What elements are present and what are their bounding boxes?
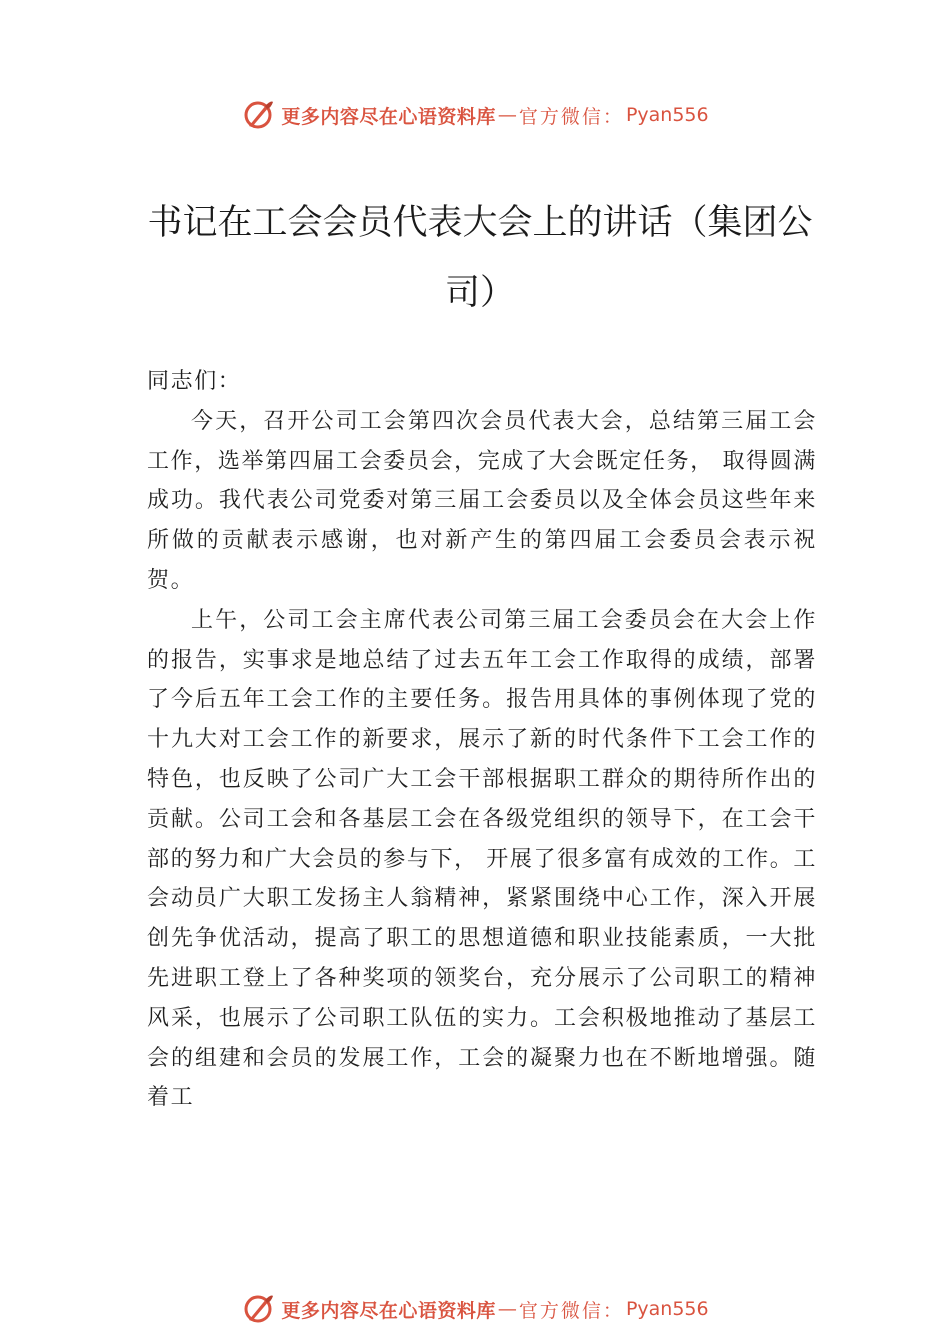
watermark-footer bbox=[0, 1289, 950, 1329]
quill-pen-icon bbox=[241, 98, 275, 132]
watermark-weixin-id: Pyan556 bbox=[625, 1298, 709, 1320]
document-title: 书记在工会会员代表大会上的讲话（集团公司） bbox=[147, 203, 813, 313]
watermark-dash: — bbox=[497, 1298, 517, 1320]
watermark-dash: — bbox=[497, 104, 517, 126]
watermark-weixin-id: Pyan556 bbox=[625, 104, 709, 126]
paragraph-2: 上午，公司工会主席代表公司第三届工会委员会在大会上作的报告，实事求是地总结了过去五年工会工作取得的成绩，部署了今后五年工会工作的主要任务。报告用具体的事例体现了党的十九大对工会工作的新要求，展示了新的时代条件下工会工作的特色，也反映了公司广大工会干部根据职工群众的期待所作出的贡献。公司工会和各基层工会在各级党组织的领导下，在工会干部的努力和广大会员的参与下， 开展了很多富有成效的工作。工会动员广大职工发扬主人翁精神，紧紧围绕中心工作，深入开展创先争优活动，提高了职工的思想道德和职业技能素质，一大批先进职工登上了各种奖项的领奖台，充分展示了公司职工的精神风采，也展示了公司职工队伍的实力。工会积极地推动了基层工会的组建和会员的发展工作，工会的凝聚力也在不断地增强。随着工 bbox=[147, 607, 817, 1111]
watermark-weixin-label: 官方微信： bbox=[518, 105, 624, 128]
quill-pen-icon bbox=[241, 1292, 275, 1326]
watermark-weixin-label: 官方微信： bbox=[518, 1299, 624, 1322]
watermark-text: 更多内容尽在心语资料库 bbox=[281, 105, 496, 128]
watermark-text: 更多内容尽在心语资料库 bbox=[281, 1299, 496, 1322]
paragraph-1: 今天，召开公司工会第四次会员代表大会，总结第三届工会工作，选举第四届工会委员会，完成了大会既定任务， 取得圆满成功。我代表公司党委对第三届工会委员以及全体会员这些年来所做的贡献表示感谢，也对新产生的第四届工会委员会表示祝贺。 bbox=[147, 408, 817, 593]
document-body bbox=[147, 362, 817, 1118]
salutation: 同志们： bbox=[147, 369, 242, 394]
watermark-header bbox=[0, 95, 950, 135]
